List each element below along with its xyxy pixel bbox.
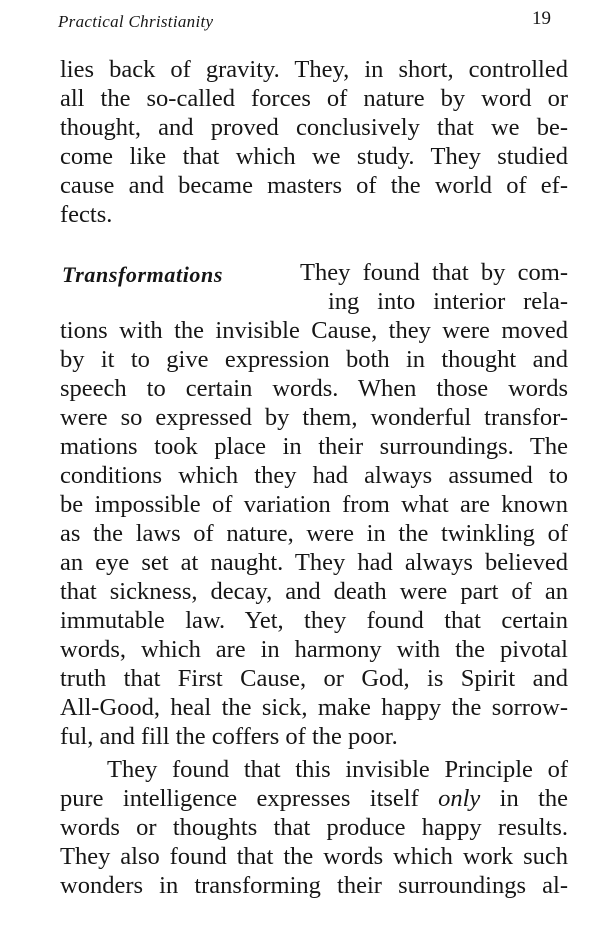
text-line: were so expressed by them, wonderful transfor- bbox=[60, 404, 568, 431]
text-line: They found that by com- bbox=[300, 259, 568, 286]
text-line: speech to certain words. When those words bbox=[60, 375, 568, 402]
text-line: an eye set at naught. They had always believed bbox=[60, 549, 568, 576]
text-line: truth that First Cause, or God, is Spirit and bbox=[60, 665, 568, 692]
section-heading: Transformations bbox=[62, 262, 224, 287]
text-line: come like that which we study. They studied bbox=[60, 143, 568, 170]
text-line: fects. bbox=[60, 201, 113, 228]
text-line: words, which are in harmony with the pivotal bbox=[60, 636, 568, 663]
text-line: words or thoughts that produce happy results. bbox=[60, 814, 568, 841]
text-line: They also found that the words which work such bbox=[60, 843, 568, 870]
text-line: wonders in transforming their surroundings al- bbox=[60, 872, 568, 899]
text-line: by it to give expression both in thought and bbox=[60, 346, 568, 373]
running-head-title: Practical Christianity bbox=[58, 12, 214, 31]
text-line: as the laws of nature, were in the twinkling of bbox=[60, 520, 568, 547]
text-line: tions with the invisible Cause, they were moved bbox=[60, 317, 568, 344]
text-line: ing into interior rela- bbox=[328, 288, 568, 315]
text-line: cause and became masters of the world of ef- bbox=[60, 172, 568, 199]
page-number: 19 bbox=[532, 8, 551, 29]
text-run: pure intelligence expresses itself bbox=[60, 785, 419, 812]
text-line bbox=[60, 784, 568, 813]
text-line: thought, and proved conclusively that we be- bbox=[60, 114, 568, 141]
text-line: All-Good, heal the sick, make happy the sorrow- bbox=[60, 694, 568, 721]
emphasis-text: only bbox=[438, 785, 481, 812]
text-line: They found that this invisible Principle of bbox=[107, 756, 568, 783]
text-line: that sickness, decay, and death were part of an bbox=[60, 578, 568, 605]
text-line: immutable law. Yet, they found that certain bbox=[60, 607, 568, 634]
text-line: ful, and fill the coffers of the poor. bbox=[60, 723, 398, 750]
text-line: conditions which they had always assumed to bbox=[60, 462, 568, 489]
text-line: lies back of gravity. They, in short, controlled bbox=[60, 56, 568, 83]
text-line: mations took place in their surroundings. The bbox=[60, 433, 568, 460]
text-line: be impossible of variation from what are known bbox=[60, 491, 568, 518]
text-line: all the so-called forces of nature by word or bbox=[60, 85, 568, 112]
text-run: in the bbox=[499, 785, 568, 812]
